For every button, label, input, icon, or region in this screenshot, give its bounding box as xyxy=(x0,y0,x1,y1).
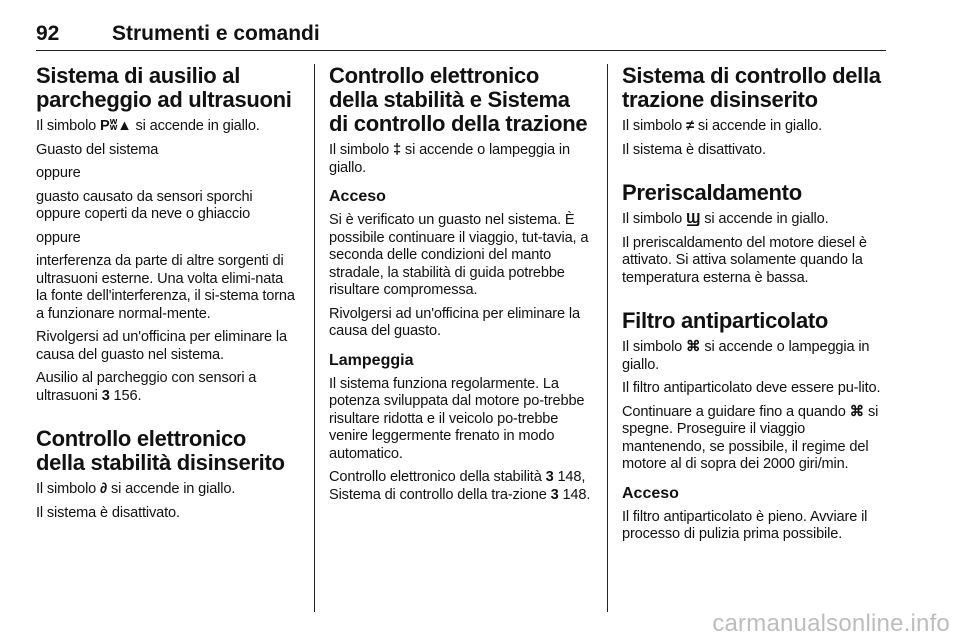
paragraph: Il filtro antiparticolato deve essere pu-lito. xyxy=(622,380,881,396)
heading-esc-off: Controllo elettronico della stabilità disinserito xyxy=(36,426,285,475)
subheading-on: Acceso xyxy=(329,188,386,205)
paragraph: Il simbolo ≠ si accende in giallo. xyxy=(622,118,823,134)
parking-assist-icon: Pʬ▲ xyxy=(100,118,132,134)
paragraph: Si è verificato un guasto nel sistema. È possibile continuare il viaggio, tut-tavia, a seconda delle condizioni del manto stradale, la stabilità di guida potrebbe risultare compromessa. xyxy=(329,212,589,298)
page-reference-icon: 3 xyxy=(101,387,110,404)
paragraph: Il simbolo Ϣ si accende in giallo. xyxy=(622,211,829,227)
paragraph: Guasto del sistema xyxy=(36,141,159,158)
paragraph: Il sistema è disattivato. xyxy=(622,141,766,158)
esc-icon: ‡ xyxy=(393,142,402,158)
paragraph: oppure xyxy=(36,229,81,246)
page-reference-icon: 3 xyxy=(550,486,559,503)
page-header xyxy=(36,20,886,51)
subheading-flashing: Lampeggia xyxy=(329,351,414,369)
column-1 xyxy=(36,64,298,522)
subheading-on: Acceso xyxy=(622,484,679,502)
column-divider-1 xyxy=(314,64,315,612)
paragraph: Il simbolo Pʬ▲ si accende in giallo. xyxy=(36,118,260,134)
paragraph: Rivolgersi ad un'officina per eliminare la causa del guasto. xyxy=(329,305,580,339)
column-2 xyxy=(329,64,591,504)
paragraph: Il preriscaldamento del motore diesel è attivato. Si attiva solamente quando la temperatura esterna è bassa. xyxy=(622,234,867,286)
paragraph: Il simbolo ‡ si accende o lampeggia in giallo. xyxy=(329,142,570,176)
page-reference-icon: 3 xyxy=(545,469,554,485)
paragraph: Il simbolo ∂ si accende in giallo. xyxy=(36,481,236,497)
tc-off-icon: ≠ xyxy=(686,118,694,134)
watermark: carmanualsonline.info xyxy=(712,610,950,637)
heading-esc-tc: Controllo elettronico della stabilità e Sistema di controllo della trazione xyxy=(329,63,588,136)
paragraph: Controllo elettronico della stabilità 3 148, Sistema di controllo della tra-zione 3 148. xyxy=(329,469,591,503)
heading-particulate-filter: Filtro antiparticolato xyxy=(622,308,829,333)
paragraph: Il sistema funziona regolarmente. La potenza sviluppata dal motore po-trebbe risultare ridotta e il veicolo po-trebbe venire leggermente frenato in modo automatico. xyxy=(329,375,585,462)
paragraph: guasto causato da sensori sporchi oppure coperti da neve o ghiaccio xyxy=(36,188,253,222)
particulate-filter-icon: ⌘ xyxy=(849,403,865,420)
running-title: Strumenti e comandi xyxy=(112,22,320,45)
paragraph: Ausilio al parcheggio con sensori a ultrasuoni 3 156. xyxy=(36,370,257,404)
paragraph: Il filtro antiparticolato è pieno. Avviare il processo di pulizia prima possibile. xyxy=(622,508,868,542)
glow-plug-icon: Ϣ xyxy=(686,211,701,227)
paragraph: Il simbolo ⌘ si accende o lampeggia in giallo. xyxy=(622,339,870,373)
column-divider-2 xyxy=(607,64,608,612)
page-number: 92 xyxy=(36,22,60,45)
particulate-filter-icon: ⌘ xyxy=(686,339,701,355)
heading-tc-off: Sistema di controllo della trazione disinserito xyxy=(622,63,881,112)
esc-off-icon: ∂ xyxy=(100,481,108,497)
paragraph: interferenza da parte di altre sorgenti di ultrasuoni esterne. Una volta elimi-nata la fonte dell'interferenza, il si-stema torna a funzionare normal-mente. xyxy=(36,253,295,322)
column-3 xyxy=(622,64,884,544)
paragraph: oppure xyxy=(36,165,81,181)
heading-preheating: Preriscaldamento xyxy=(622,180,802,205)
paragraph: Rivolgersi ad un'officina per eliminare la causa del guasto nel sistema. xyxy=(36,329,287,363)
heading-parking-assist: Sistema di ausilio al parcheggio ad ultrasuoni xyxy=(36,63,292,112)
paragraph: Continuare a guidare fino a quando ⌘ si spegne. Proseguire il viaggio mantenendo, se possibile, il regime del motore al di sopra dei 2000 giri/min. xyxy=(622,403,879,472)
paragraph: Il sistema è disattivato. xyxy=(36,504,180,521)
